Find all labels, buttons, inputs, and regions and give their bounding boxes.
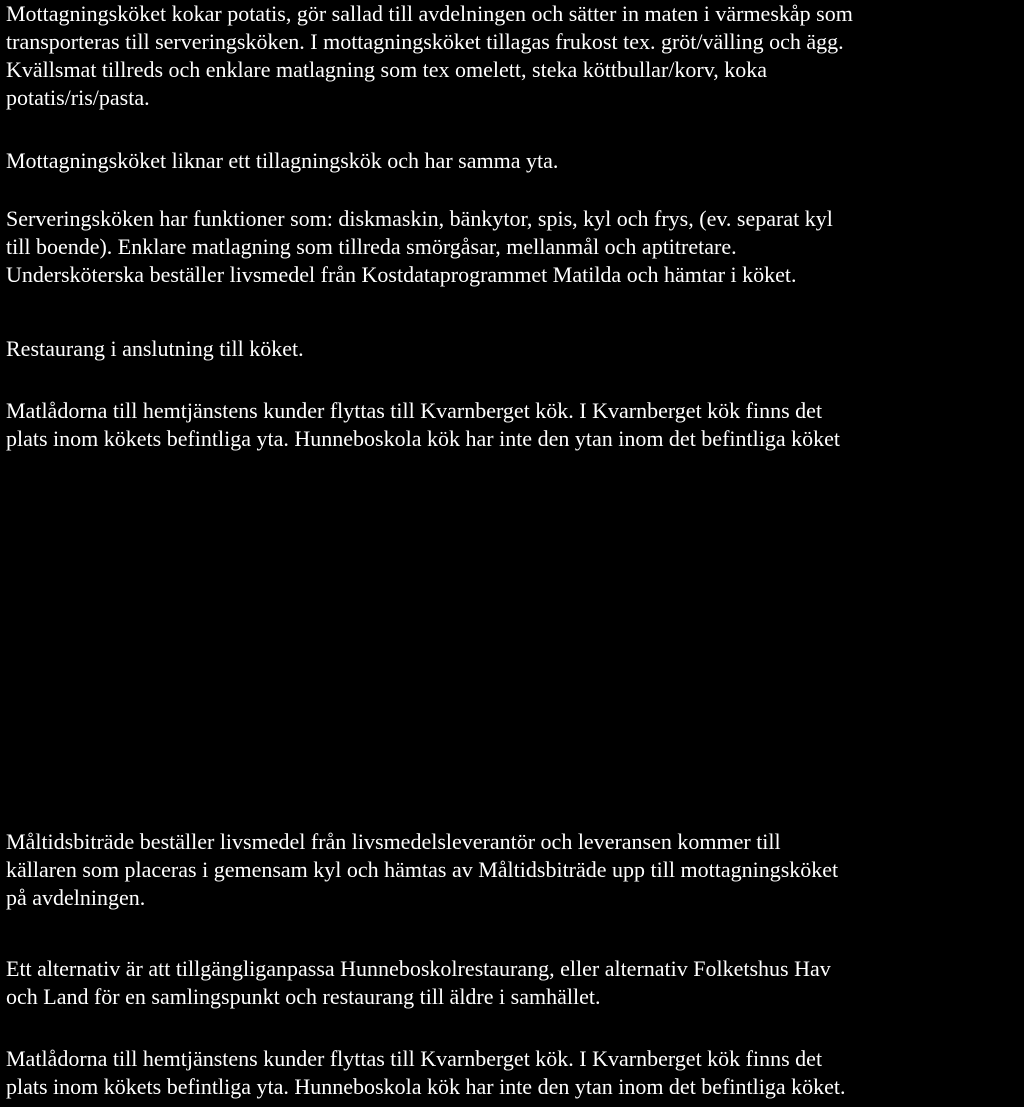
text-line: på avdelningen. bbox=[6, 885, 146, 910]
text-line: Kvällsmat tillreds och enklare matlagning som tex omelett, steka köttbullar/korv, koka bbox=[6, 57, 768, 82]
text-line: potatis/ris/pasta. bbox=[6, 85, 150, 110]
paragraph-mottagning-tasks bbox=[6, 0, 1022, 112]
paragraph-matladorna-1 bbox=[6, 397, 1022, 453]
text-line: och Land för en samlingspunkt och restaurang till äldre i samhället. bbox=[6, 984, 601, 1009]
paragraph-matladorna-2 bbox=[6, 1045, 1022, 1101]
text-line: Matlådorna till hemtjänstens kunder flyttas till Kvarnberget kök. I Kvarnberget kök finns det bbox=[6, 1046, 823, 1071]
paragraph-mottagning-area bbox=[6, 147, 1022, 175]
text-line: Undersköterska beställer livsmedel från Kostdataprogrammet Matilda och hämtar i köket. bbox=[6, 262, 797, 287]
text-line: transporteras till serveringsköken. I mottagningsköket tillagas frukost tex. gröt/välling och ägg. bbox=[6, 29, 844, 54]
text-line: plats inom kökets befintliga yta. Hunneboskola kök har inte den ytan inom det befintliga köket. bbox=[6, 1074, 846, 1099]
text-line: Matlådorna till hemtjänstens kunder flyttas till Kvarnberget kök. I Kvarnberget kök finns det bbox=[6, 398, 823, 423]
text-line: Ett alternativ är att tillgängliganpassa Hunneboskolrestaurang, eller alternativ Folketshus Hav bbox=[6, 956, 831, 981]
text-line: Restaurang i anslutning till köket. bbox=[6, 336, 304, 361]
text-line: Mottagningsköket kokar potatis, gör sallad till avdelningen och sätter in maten i värmeskåp som bbox=[6, 1, 853, 26]
text-line: Måltidsbiträde beställer livsmedel från livsmedelsleverantör och leveransen kommer till bbox=[6, 829, 781, 854]
text-line: till boende). Enklare matlagning som tillreda smörgåsar, mellanmål och aptitretare. bbox=[6, 234, 737, 259]
paragraph-maltidsbitrade bbox=[6, 828, 1022, 912]
text-line: Mottagningsköket liknar ett tillagningskök och har samma yta. bbox=[6, 148, 559, 173]
paragraph-restaurang bbox=[6, 335, 1022, 363]
text-line: källaren som placeras i gemensam kyl och hämtas av Måltidsbiträde upp till mottagningsköket bbox=[6, 857, 839, 882]
paragraph-alternativ bbox=[6, 955, 1022, 1011]
text-line: plats inom kökets befintliga yta. Hunneboskola kök har inte den ytan inom det befintliga köket bbox=[6, 426, 840, 451]
text-line: Serveringsköken har funktioner som: diskmaskin, bänkytor, spis, kyl och frys, (ev. separat kyl bbox=[6, 206, 833, 231]
paragraph-servering-functions bbox=[6, 205, 1022, 289]
